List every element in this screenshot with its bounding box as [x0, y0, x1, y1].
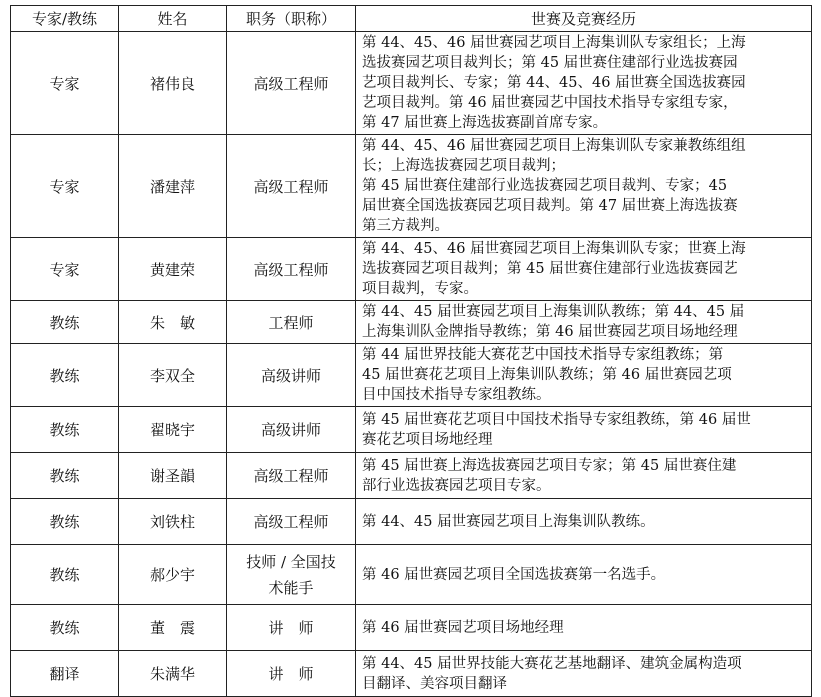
table-row [11, 301, 812, 344]
experience-line: 第 44、45、46 届世赛园艺项目上海集训队专家组长；上海 [362, 35, 746, 51]
cell-title [227, 407, 356, 453]
cell-name: 翟晓宇 [119, 407, 227, 453]
cell-type: 专家 [11, 135, 119, 238]
experience-line: 上海集训队金牌指导教练；第 46 届世赛园艺项目场地经理 [362, 324, 738, 340]
experience-line: 项目裁判，专家。 [362, 281, 478, 297]
cell-experience [356, 135, 812, 238]
table-row [11, 605, 812, 651]
experience-line: 第 47 届世赛上海选拔赛副首席专家。 [362, 115, 608, 131]
title-line: 高级工程师 [253, 177, 329, 196]
experience-line: 第三方裁判。 [362, 218, 449, 234]
experience-line: 第 45 届世赛住建部行业选拔赛园艺项目裁判、专家；45 [362, 178, 728, 194]
cell-title [227, 135, 356, 238]
cell-type: 教练 [11, 407, 119, 453]
cell-name: 刘铁柱 [119, 499, 227, 545]
cell-name: 朱 敏 [119, 301, 227, 344]
title-line: 高级工程师 [253, 513, 329, 531]
cell-experience [356, 32, 812, 135]
table-row [11, 344, 812, 407]
experience-line: 选拔赛园艺项目裁判长；第 45 届世赛住建部行业选拔赛园 [362, 55, 738, 71]
cell-type: 教练 [11, 605, 119, 651]
cell-experience [356, 545, 812, 605]
experience-line: 45 届世赛花艺项目上海集训队教练；第 46 届世赛园艺项 [362, 367, 732, 383]
cell-experience [356, 605, 812, 651]
experience-line: 第 44 届世界技能大赛花艺中国技术指导专家组教练；第 [362, 347, 724, 363]
cell-title [227, 344, 356, 407]
title-line: 讲 师 [268, 619, 314, 637]
cell-type: 教练 [11, 499, 119, 545]
cell-type: 专家 [11, 238, 119, 301]
cell-title [227, 651, 356, 697]
cell-name: 谢圣韻 [119, 453, 227, 499]
cell-experience [356, 453, 812, 499]
experience-line: 第 44、45、46 届世赛园艺项目上海集训队专家兼教练组组 [362, 138, 746, 154]
cell-type: 教练 [11, 545, 119, 605]
cell-title [227, 238, 356, 301]
cell-title [227, 499, 356, 545]
experience-line: 长；上海选拔赛园艺项目裁判； [362, 158, 565, 174]
experts-coaches-table [10, 5, 812, 697]
experience-line: 赛花艺项目场地经理 [362, 431, 493, 448]
table-row [11, 32, 812, 135]
experience-line: 目翻译、美容项目翻译 [362, 675, 507, 692]
cell-name: 李双全 [119, 344, 227, 407]
title-line: 高级工程师 [253, 260, 329, 279]
table-row [11, 651, 812, 697]
title-line: 工程师 [268, 313, 314, 332]
experience-line: 第 45 届世赛花艺项目中国技术指导专家组教练，第 46 届世 [362, 411, 751, 428]
experience-line: 目中国技术指导专家组教练。 [362, 387, 551, 403]
experience-line: 第 46 届世赛园艺项目全国选拔赛第一名选手。 [362, 566, 666, 583]
cell-type: 教练 [11, 453, 119, 499]
cell-experience [356, 238, 812, 301]
title-line: 术能手 [268, 578, 314, 597]
cell-name: 朱满华 [119, 651, 227, 697]
cell-name: 董 震 [119, 605, 227, 651]
cell-experience [356, 301, 812, 344]
cell-title [227, 545, 356, 605]
table-wrapper [10, 5, 812, 697]
experience-line: 选拔赛园艺项目裁判；第 45 届世赛住建部行业选拔赛园艺 [362, 261, 738, 277]
table-row [11, 545, 812, 605]
cell-experience [356, 651, 812, 697]
cell-title [227, 32, 356, 135]
table-row [11, 499, 812, 545]
experience-line: 部行业选拔赛园艺项目专家。 [362, 477, 551, 494]
title-line: 高级工程师 [253, 74, 329, 93]
cell-name: 郝少宇 [119, 545, 227, 605]
experience-line: 第 45 届世赛上海选拔赛园艺项目专家；第 45 届世赛住建 [362, 457, 737, 474]
cell-type: 翻译 [11, 651, 119, 697]
experience-line: 第 44、45 届世界技能大赛花艺基地翻译、建筑金属构造项 [362, 655, 742, 672]
cell-experience [356, 407, 812, 453]
experience-line: 第 44、45 届世赛园艺项目上海集训队教练。 [362, 513, 655, 530]
header-name: 姓名 [119, 6, 227, 32]
table-row [11, 238, 812, 301]
cell-title [227, 301, 356, 344]
header-title: 职务（职称） [227, 6, 356, 32]
cell-name: 潘建萍 [119, 135, 227, 238]
header-type: 专家/教练 [11, 6, 119, 32]
experience-line: 第 44、45、46 届世赛园艺项目上海集训队专家；世赛上海 [362, 241, 746, 257]
table-row [11, 453, 812, 499]
cell-experience [356, 344, 812, 407]
table-header-row [11, 6, 812, 32]
table-row [11, 407, 812, 453]
experience-line: 届世赛全国选拔赛园艺项目裁判。第 47 届世赛上海选拔赛 [362, 198, 738, 214]
experience-line: 第 44、45 届世赛园艺项目上海集训队教练；第 44、45 届 [362, 304, 745, 320]
cell-type: 教练 [11, 344, 119, 407]
title-line: 讲 师 [268, 665, 314, 683]
header-experience: 世赛及竞赛经历 [356, 6, 812, 32]
cell-type: 专家 [11, 32, 119, 135]
title-line: 技师 / 全国技 [246, 552, 336, 571]
title-line: 高级工程师 [253, 467, 329, 485]
experience-line: 艺项目裁判。第 46 届世赛园艺中国技术指导专家组专家， [362, 95, 738, 111]
cell-title [227, 605, 356, 651]
cell-title [227, 453, 356, 499]
title-line: 高级讲师 [260, 421, 321, 439]
experience-line: 第 46 届世赛园艺项目场地经理 [362, 619, 564, 636]
cell-type: 教练 [11, 301, 119, 344]
experience-line: 艺项目裁判长、专家；第 44、45、46 届世赛全国选拔赛园 [362, 75, 746, 91]
title-line: 高级讲师 [260, 366, 321, 385]
cell-experience [356, 499, 812, 545]
cell-name: 黄建荣 [119, 238, 227, 301]
table-row [11, 135, 812, 238]
cell-name: 褚伟良 [119, 32, 227, 135]
